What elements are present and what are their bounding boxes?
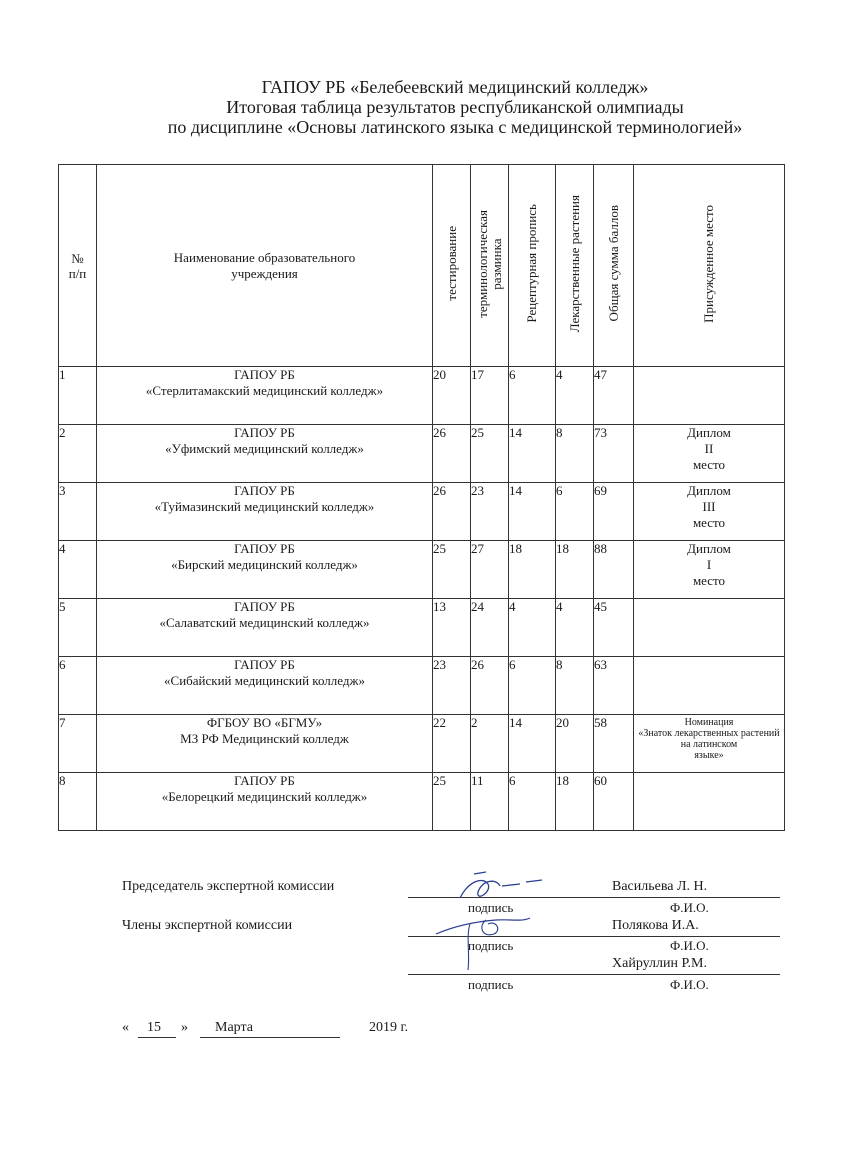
row-number: 4 — [59, 541, 97, 599]
place-cell — [634, 599, 785, 657]
plants-score: 8 — [556, 425, 594, 483]
table-row — [59, 657, 785, 715]
total-score: 58 — [594, 715, 634, 773]
member2-fio-caption: Ф.И.О. — [670, 977, 709, 992]
total-score: 63 — [594, 657, 634, 715]
handwritten-signature-icon — [430, 862, 550, 972]
header-title: Итоговая таблица результатов республиканской олимпиады — [226, 97, 684, 117]
date-open-quote: « — [122, 1020, 129, 1035]
chair-signature-caption: подпись — [468, 900, 514, 915]
member1-signature-caption: подпись — [468, 938, 514, 953]
total-score: 45 — [594, 599, 634, 657]
column-header-prescription: Рецептурная пропись — [509, 165, 556, 367]
place-cell: Диплом I место — [634, 541, 785, 599]
institution-cell: ГАПОУ РБ «Сибайский медицинский колледж» — [97, 657, 433, 715]
total-score: 88 — [594, 541, 634, 599]
plants-score: 20 — [556, 715, 594, 773]
prescription-score: 6 — [509, 367, 556, 425]
total-score: 73 — [594, 425, 634, 483]
plants-score: 4 — [556, 599, 594, 657]
prescription-score: 18 — [509, 541, 556, 599]
testing-score: 13 — [433, 599, 471, 657]
plants-score: 4 — [556, 367, 594, 425]
warmup-score: 17 — [471, 367, 509, 425]
testing-score: 26 — [433, 483, 471, 541]
place-cell: Диплом II место — [634, 425, 785, 483]
member2-name: Хайруллин Р.М. — [612, 956, 707, 971]
plants-score: 6 — [556, 483, 594, 541]
chair-fio-caption: Ф.И.О. — [670, 900, 709, 915]
column-header-testing: тестирование — [433, 165, 471, 367]
member2-signature-line — [408, 974, 780, 975]
place-cell: Номинация «Знаток лекарственных растений на латинском языке» — [634, 715, 785, 773]
institution-cell: ГАПОУ РБ «Белорецкий медицинский колледж» — [97, 773, 433, 831]
table-row — [59, 483, 785, 541]
date-day-underline — [138, 1037, 176, 1038]
row-number: 2 — [59, 425, 97, 483]
row-number: 7 — [59, 715, 97, 773]
place-cell — [634, 367, 785, 425]
date-day: 15 — [147, 1020, 161, 1035]
prescription-score: 14 — [509, 425, 556, 483]
testing-score: 23 — [433, 657, 471, 715]
date-month-underline — [200, 1037, 340, 1038]
institution-cell: ГАПОУ РБ «Салаватский медицинский колледж» — [97, 599, 433, 657]
member1-fio-caption: Ф.И.О. — [670, 938, 709, 953]
row-number: 6 — [59, 657, 97, 715]
institution-cell: ГАПОУ РБ «Бирский медицинский колледж» — [97, 541, 433, 599]
column-header-place: Присужденное место — [634, 165, 785, 367]
warmup-score: 2 — [471, 715, 509, 773]
testing-score: 22 — [433, 715, 471, 773]
members-label: Члены экспертной комиссии — [122, 918, 293, 933]
institution-cell: ГАПОУ РБ «Туймазинский медицинский колледж» — [97, 483, 433, 541]
testing-score: 26 — [433, 425, 471, 483]
document-header — [0, 77, 850, 137]
column-header-warmup: терминологическая разминка — [471, 165, 509, 367]
header-college: ГАПОУ РБ «Белебеевский медицинский колледж» — [261, 77, 649, 97]
warmup-score: 23 — [471, 483, 509, 541]
total-score: 47 — [594, 367, 634, 425]
warmup-score: 27 — [471, 541, 509, 599]
warmup-score: 11 — [471, 773, 509, 831]
member2-signature-caption: подпись — [468, 977, 514, 992]
date-close-quote: » — [181, 1020, 188, 1035]
place-cell — [634, 773, 785, 831]
prescription-score: 14 — [509, 715, 556, 773]
member1-name: Полякова И.А. — [612, 918, 699, 933]
plants-score: 8 — [556, 657, 594, 715]
table-row — [59, 773, 785, 831]
prescription-score: 6 — [509, 773, 556, 831]
plants-score: 18 — [556, 773, 594, 831]
date-year: 2019 г. — [369, 1020, 409, 1035]
testing-score: 25 — [433, 773, 471, 831]
table-row — [59, 715, 785, 773]
place-cell: Диплом III место — [634, 483, 785, 541]
warmup-score: 25 — [471, 425, 509, 483]
table-row — [59, 425, 785, 483]
institution-cell: ГАПОУ РБ «Стерлитамакский медицинский колледж» — [97, 367, 433, 425]
row-number: 8 — [59, 773, 97, 831]
chair-name: Васильева Л. Н. — [612, 879, 708, 894]
column-header-number: № п/п — [59, 165, 97, 367]
institution-cell: ГАПОУ РБ «Уфимский медицинский колледж» — [97, 425, 433, 483]
prescription-score: 14 — [509, 483, 556, 541]
results-table — [58, 164, 785, 831]
column-header-plants: Лекарственные растения — [556, 165, 594, 367]
chair-label: Председатель экспертной комиссии — [122, 879, 335, 894]
table-row — [59, 599, 785, 657]
table-row — [59, 541, 785, 599]
row-number: 1 — [59, 367, 97, 425]
table-row — [59, 367, 785, 425]
column-header-total: Общая сумма баллов — [594, 165, 634, 367]
column-header-institution: Наименование образовательного учреждения — [97, 165, 433, 367]
plants-score: 18 — [556, 541, 594, 599]
header-discipline: по дисциплине «Основы латинского языка с медицинской терминологией» — [167, 117, 743, 137]
warmup-score: 26 — [471, 657, 509, 715]
row-number: 5 — [59, 599, 97, 657]
place-cell — [634, 657, 785, 715]
testing-score: 20 — [433, 367, 471, 425]
row-number: 3 — [59, 483, 97, 541]
total-score: 69 — [594, 483, 634, 541]
warmup-score: 24 — [471, 599, 509, 657]
institution-cell: ФГБОУ ВО «БГМУ» МЗ РФ Медицинский колледж — [97, 715, 433, 773]
prescription-score: 6 — [509, 657, 556, 715]
date-month: Марта — [215, 1020, 253, 1035]
prescription-score: 4 — [509, 599, 556, 657]
testing-score: 25 — [433, 541, 471, 599]
table-header-row — [59, 165, 785, 367]
total-score: 60 — [594, 773, 634, 831]
